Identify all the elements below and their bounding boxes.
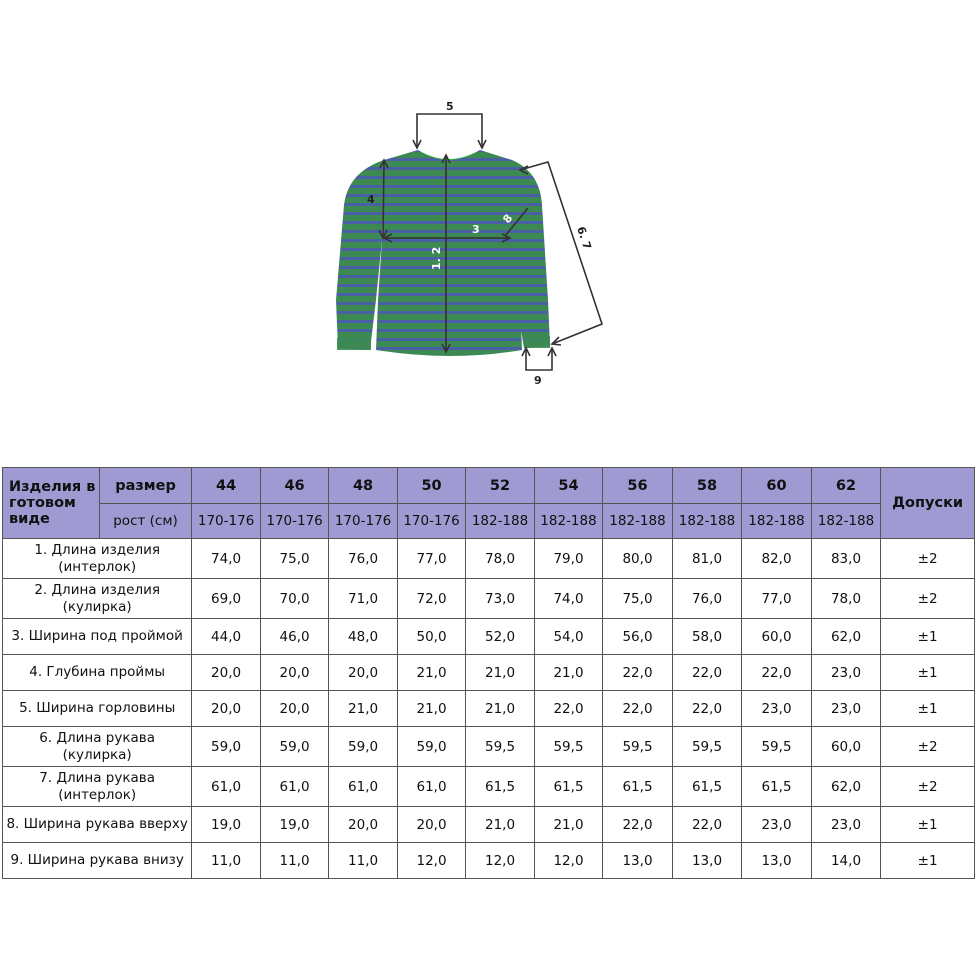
measurement-value: 23,0 — [811, 691, 881, 727]
measurement-value: 61,5 — [534, 767, 602, 807]
tolerance-value: ±2 — [881, 767, 975, 807]
measurement-value: 21,0 — [466, 807, 534, 843]
measurement-value: 46,0 — [260, 619, 328, 655]
measurement-value: 54,0 — [534, 619, 602, 655]
header-height: 182-188 — [603, 504, 673, 539]
table-row — [3, 655, 975, 691]
header-tolerance: Допуски — [881, 468, 975, 539]
table-row — [3, 727, 975, 767]
measurement-value: 76,0 — [329, 539, 397, 579]
measurement-value: 11,0 — [192, 843, 260, 879]
measurement-name: 3. Ширина под проймой — [3, 619, 192, 655]
table-row — [3, 767, 975, 807]
measurement-value: 52,0 — [466, 619, 534, 655]
measurement-value: 75,0 — [603, 579, 673, 619]
header-height: 170-176 — [192, 504, 260, 539]
tolerance-value: ±1 — [881, 807, 975, 843]
measurement-value: 21,0 — [466, 691, 534, 727]
measurement-value: 72,0 — [397, 579, 465, 619]
measurement-value: 21,0 — [466, 655, 534, 691]
measurement-value: 23,0 — [742, 807, 812, 843]
measurement-value: 12,0 — [466, 843, 534, 879]
measurement-value: 78,0 — [811, 579, 881, 619]
measurement-value: 77,0 — [397, 539, 465, 579]
measurement-value: 22,0 — [534, 691, 602, 727]
table-row — [3, 579, 975, 619]
measurement-value: 13,0 — [672, 843, 742, 879]
measurement-name: 1. Длина изделия (интерлок) — [3, 539, 192, 579]
measurement-value: 22,0 — [672, 807, 742, 843]
armhole-depth-line — [383, 160, 384, 238]
table-row — [3, 691, 975, 727]
header-height: 182-188 — [672, 504, 742, 539]
measurement-value: 61,0 — [260, 767, 328, 807]
label-3: 3 — [472, 223, 480, 236]
measurement-value: 60,0 — [742, 619, 812, 655]
measurement-value: 50,0 — [397, 619, 465, 655]
tolerance-value: ±1 — [881, 843, 975, 879]
measurement-value: 21,0 — [397, 655, 465, 691]
header-height: 170-176 — [397, 504, 465, 539]
measurement-value: 20,0 — [260, 691, 328, 727]
tolerance-value: ±1 — [881, 655, 975, 691]
measurement-value: 77,0 — [742, 579, 812, 619]
measurement-value: 20,0 — [397, 807, 465, 843]
header-row-sizes — [3, 468, 975, 504]
measurement-value: 21,0 — [534, 807, 602, 843]
measurement-value: 82,0 — [742, 539, 812, 579]
measurement-value: 59,0 — [260, 727, 328, 767]
measurement-value: 20,0 — [260, 655, 328, 691]
measurement-value: 79,0 — [534, 539, 602, 579]
measurement-value: 20,0 — [329, 655, 397, 691]
measurement-value: 21,0 — [397, 691, 465, 727]
measurement-value: 61,5 — [603, 767, 673, 807]
measurement-value: 62,0 — [811, 619, 881, 655]
measurement-value: 60,0 — [811, 727, 881, 767]
measurement-name: 2. Длина изделия (кулирка) — [3, 579, 192, 619]
measurement-value: 62,0 — [811, 767, 881, 807]
tolerance-value: ±2 — [881, 539, 975, 579]
table-row — [3, 619, 975, 655]
measurement-value: 61,0 — [192, 767, 260, 807]
label-8: 8 — [500, 211, 516, 226]
measurement-value: 59,5 — [672, 727, 742, 767]
header-height: 182-188 — [811, 504, 881, 539]
measurement-value: 20,0 — [192, 691, 260, 727]
measurement-value: 48,0 — [329, 619, 397, 655]
shirt-body — [376, 150, 522, 356]
measurement-name: 6. Длина рукава (кулирка) — [3, 727, 192, 767]
header-size: 56 — [603, 468, 673, 504]
measurement-value: 19,0 — [260, 807, 328, 843]
measurement-value: 75,0 — [260, 539, 328, 579]
measurement-value: 83,0 — [811, 539, 881, 579]
measurement-value: 22,0 — [603, 691, 673, 727]
measurement-value: 73,0 — [466, 579, 534, 619]
measurement-value: 20,0 — [329, 807, 397, 843]
measurement-value: 58,0 — [672, 619, 742, 655]
measurement-name: 4. Глубина проймы — [3, 655, 192, 691]
measurement-value: 23,0 — [811, 655, 881, 691]
header-height: 182-188 — [742, 504, 812, 539]
measurement-value: 61,0 — [397, 767, 465, 807]
measurement-value: 59,5 — [742, 727, 812, 767]
header-height: 170-176 — [260, 504, 328, 539]
header-height-label: рост (см) — [99, 504, 192, 539]
measurement-value: 22,0 — [603, 655, 673, 691]
measurement-value: 80,0 — [603, 539, 673, 579]
table-row — [3, 539, 975, 579]
measurement-value: 22,0 — [742, 655, 812, 691]
neck-width-bracket — [417, 114, 482, 148]
size-table — [2, 467, 975, 879]
measurement-value: 70,0 — [260, 579, 328, 619]
measurement-value: 59,5 — [603, 727, 673, 767]
measurement-value: 23,0 — [811, 807, 881, 843]
header-corner: Изделия в готовом виде — [3, 468, 100, 539]
header-row-heights — [3, 504, 975, 539]
header-size: 52 — [466, 468, 534, 504]
measurement-value: 44,0 — [192, 619, 260, 655]
measurement-value: 20,0 — [192, 655, 260, 691]
measurement-value: 19,0 — [192, 807, 260, 843]
measurement-value: 74,0 — [534, 579, 602, 619]
measurement-value: 22,0 — [672, 655, 742, 691]
measurement-value: 74,0 — [192, 539, 260, 579]
label-6-7: 6. 7 — [574, 224, 594, 252]
right-cuff — [524, 336, 550, 348]
measurement-value: 59,0 — [329, 727, 397, 767]
header-size: 58 — [672, 468, 742, 504]
measurement-value: 61,5 — [466, 767, 534, 807]
measurement-value: 13,0 — [742, 843, 812, 879]
measurement-value: 12,0 — [534, 843, 602, 879]
label-1-2: 1. 2 — [430, 246, 443, 270]
measurement-value: 12,0 — [397, 843, 465, 879]
header-size: 60 — [742, 468, 812, 504]
header-height: 170-176 — [329, 504, 397, 539]
measurement-name: 8. Ширина рукава вверху — [3, 807, 192, 843]
measurement-name: 9. Ширина рукава внизу — [3, 843, 192, 879]
table-row — [3, 807, 975, 843]
measurement-value: 81,0 — [672, 539, 742, 579]
measurement-value: 11,0 — [260, 843, 328, 879]
measurement-value: 59,0 — [192, 727, 260, 767]
header-size: 54 — [534, 468, 602, 504]
tolerance-value: ±2 — [881, 579, 975, 619]
table-body — [3, 539, 975, 879]
measurement-name: 7. Длина рукава (интерлок) — [3, 767, 192, 807]
label-4: 4 — [367, 193, 375, 206]
header-size: 46 — [260, 468, 328, 504]
measurement-value: 61,0 — [329, 767, 397, 807]
measurement-value: 14,0 — [811, 843, 881, 879]
measurement-value: 69,0 — [192, 579, 260, 619]
measurement-value: 23,0 — [742, 691, 812, 727]
measurement-value: 22,0 — [603, 807, 673, 843]
left-cuff — [337, 338, 371, 350]
garment-diagram — [0, 0, 980, 440]
measurement-value: 21,0 — [329, 691, 397, 727]
header-size: 44 — [192, 468, 260, 504]
header-size: 50 — [397, 468, 465, 504]
measurement-value: 59,5 — [466, 727, 534, 767]
label-5: 5 — [446, 100, 454, 113]
tolerance-value: ±1 — [881, 691, 975, 727]
measurement-value: 56,0 — [603, 619, 673, 655]
tolerance-value: ±2 — [881, 727, 975, 767]
measurement-value: 13,0 — [603, 843, 673, 879]
measurement-value: 59,0 — [397, 727, 465, 767]
header-height: 182-188 — [534, 504, 602, 539]
measurement-value: 76,0 — [672, 579, 742, 619]
measurement-value: 61,5 — [672, 767, 742, 807]
header-size: 48 — [329, 468, 397, 504]
header-size-label: размер — [99, 468, 192, 504]
measurement-value: 11,0 — [329, 843, 397, 879]
measurement-value: 59,5 — [534, 727, 602, 767]
header-height: 182-188 — [466, 504, 534, 539]
measurement-value: 21,0 — [534, 655, 602, 691]
measurement-value: 78,0 — [466, 539, 534, 579]
tolerance-value: ±1 — [881, 619, 975, 655]
measurement-value: 22,0 — [672, 691, 742, 727]
cuff-bracket — [526, 348, 552, 370]
left-sleeve — [336, 160, 384, 350]
table-row — [3, 843, 975, 879]
header-size: 62 — [811, 468, 881, 504]
measurement-name: 5. Ширина горловины — [3, 691, 192, 727]
measurement-value: 71,0 — [329, 579, 397, 619]
measurement-value: 61,5 — [742, 767, 812, 807]
label-9: 9 — [534, 374, 542, 387]
shirt-illustration — [336, 150, 550, 356]
